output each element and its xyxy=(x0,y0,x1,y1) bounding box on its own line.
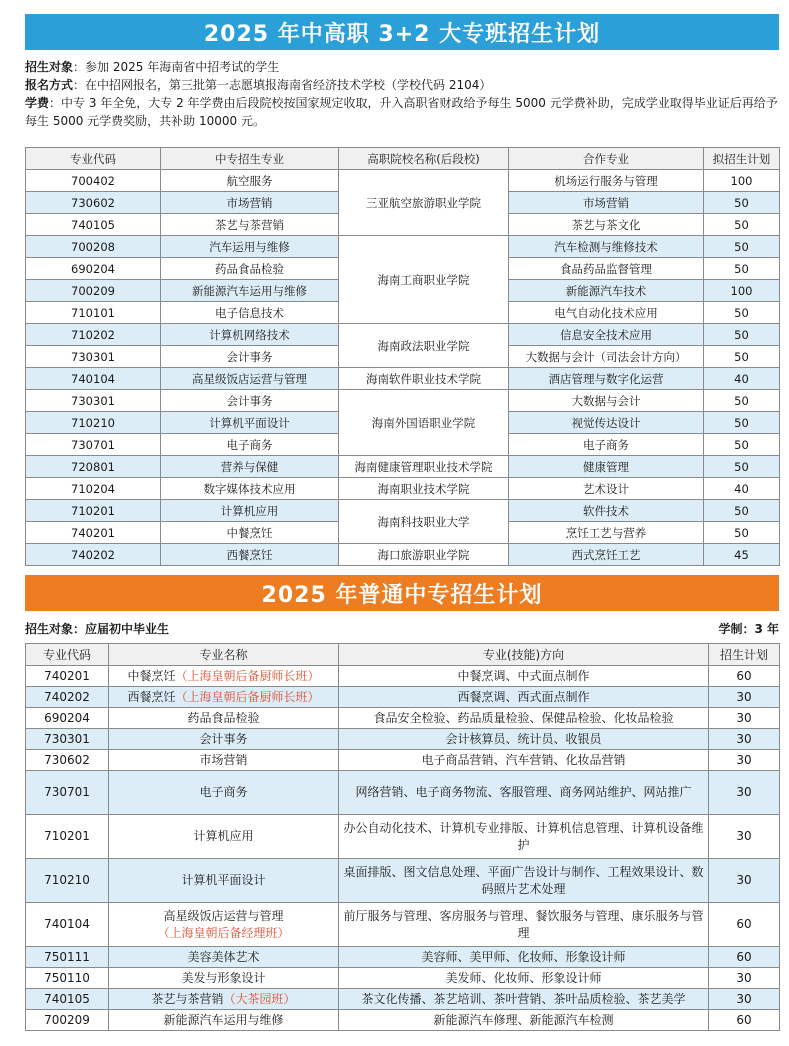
target-line: 招生对象：参加 2025 年海南省中招考试的学生 xyxy=(25,60,280,74)
table-row: 730701 电子商务 电子商务 50 xyxy=(26,434,780,456)
college-cell: 海南健康管理职业技术学院 xyxy=(339,456,509,478)
plan-cell: 30 xyxy=(709,771,780,815)
plan-cell: 30 xyxy=(709,859,780,903)
table-row: 700209 新能源汽车运用与维修 新能源汽车技术 100 xyxy=(26,280,780,302)
direction-cell: 网络营销、电子商务物流、客服管理、商务网站维护、网站推广 xyxy=(339,771,709,815)
table-row: 710204 数字媒体技术应用 海南职业技术学院 艺术设计 40 xyxy=(26,478,780,500)
college-cell: 海南工商职业学院 xyxy=(339,236,509,324)
direction-cell: 新能源汽车修理、新能源汽车检测 xyxy=(339,1010,709,1031)
table-row xyxy=(26,903,780,947)
name-cell: 美容美体艺术 xyxy=(109,947,339,968)
section1-title: 2025 年中高职 3+2 大专班招生计划 xyxy=(25,14,779,50)
table-row: 740201 中餐烹饪 烹饪工艺与营养 50 xyxy=(26,522,780,544)
plan-cell: 60 xyxy=(709,666,780,687)
direction-cell: 会计核算员、统计员、收银员 xyxy=(339,729,709,750)
name-cell: 西餐烹饪（上海皇朝后备厨师长班） xyxy=(109,687,339,708)
college-cell: 海南科技职业大学 xyxy=(339,500,509,544)
code-cell: 710201 xyxy=(26,815,109,859)
table-row xyxy=(26,947,780,968)
header-name: 专业名称 xyxy=(109,644,339,666)
name-cell: 计算机平面设计 xyxy=(109,859,339,903)
header-direction: 专业(技能)方向 xyxy=(339,644,709,666)
table-row: 710201 计算机应用 海南科技职业大学 软件技术 50 xyxy=(26,500,780,522)
college-cell: 海南职业技术学院 xyxy=(339,478,509,500)
name-cell: 计算机应用 xyxy=(109,815,339,859)
table-row xyxy=(26,968,780,989)
college-cell: 三亚航空旅游职业学院 xyxy=(339,170,509,236)
table-row: 730301 会计事务 海南外国语职业学院 大数据与会计 50 xyxy=(26,390,780,412)
direction-cell: 食品安全检验、药品质量检验、保健品检验、化妆品检验 xyxy=(339,708,709,729)
table-row xyxy=(26,1010,780,1031)
header-partner: 合作专业 xyxy=(509,148,704,170)
plan-cell: 30 xyxy=(709,750,780,771)
table-row: 740202 西餐烹饪 海口旅游职业学院 西式烹饪工艺 45 xyxy=(26,544,780,566)
section2-subheader xyxy=(25,620,779,637)
college-cell: 海南政法职业学院 xyxy=(339,324,509,368)
header-major: 中专招生专业 xyxy=(161,148,339,170)
name-cell: 市场营销 xyxy=(109,750,339,771)
direction-cell: 美发师、化妆师、形象设计师 xyxy=(339,968,709,989)
name-cell: 茶艺与茶营销（大茶园班） xyxy=(109,989,339,1010)
table-row xyxy=(26,666,780,687)
direction-cell: 电子商品营销、汽车营销、化妆品营销 xyxy=(339,750,709,771)
section1-table xyxy=(25,147,780,566)
header-college: 高职院校名称(后段校) xyxy=(339,148,509,170)
plan-cell: 30 xyxy=(709,989,780,1010)
table-row: 730301 会计事务 大数据与会计（司法会计方向） 50 xyxy=(26,346,780,368)
header-code: 专业代码 xyxy=(26,644,109,666)
section1-info xyxy=(25,58,779,130)
code-cell: 690204 xyxy=(26,708,109,729)
name-cell: 新能源汽车运用与维修 xyxy=(109,1010,339,1031)
table-row: 690204 药品食品检验 食品药品监督管理 50 xyxy=(26,258,780,280)
table-row: 700402 航空服务 三亚航空旅游职业学院 机场运行服务与管理 100 xyxy=(26,170,780,192)
header-plan: 招生计划 xyxy=(709,644,780,666)
table-header-row xyxy=(26,148,780,170)
direction-cell: 办公自动化技术、计算机专业排版、计算机信息管理、计算机设备维护 xyxy=(339,815,709,859)
plan-cell: 60 xyxy=(709,1010,780,1031)
table-row xyxy=(26,708,780,729)
code-cell: 750110 xyxy=(26,968,109,989)
table-row: 710202 计算机网络技术 海南政法职业学院 信息安全技术应用 50 xyxy=(26,324,780,346)
plan-cell: 30 xyxy=(709,968,780,989)
direction-cell: 桌面排版、图文信息处理、平面广告设计与制作、工程效果设计、数码照片艺术处理 xyxy=(339,859,709,903)
table-row xyxy=(26,750,780,771)
table-header-row xyxy=(26,644,780,666)
class-note: （上海皇朝后备经理班） xyxy=(157,925,290,940)
plan-cell: 30 xyxy=(709,708,780,729)
table-row: 710101 电子信息技术 电气自动化技术应用 50 xyxy=(26,302,780,324)
direction-cell: 西餐烹调、西式面点制作 xyxy=(339,687,709,708)
code-cell: 730301 xyxy=(26,729,109,750)
code-cell: 740201 xyxy=(26,666,109,687)
code-cell: 730701 xyxy=(26,771,109,815)
name-cell: 会计事务 xyxy=(109,729,339,750)
college-cell: 海口旅游职业学院 xyxy=(339,544,509,566)
table-row: 740105 茶艺与茶营销 茶艺与茶文化 50 xyxy=(26,214,780,236)
code-cell: 740104 xyxy=(26,903,109,947)
name-cell: 中餐烹饪（上海皇朝后备厨师长班） xyxy=(109,666,339,687)
table-row xyxy=(26,859,780,903)
direction-cell: 中餐烹调、中式面点制作 xyxy=(339,666,709,687)
table-row xyxy=(26,815,780,859)
section2-duration: 学制：3 年 xyxy=(718,622,779,636)
college-cell: 海南软件职业技术学院 xyxy=(339,368,509,390)
table-row: 730602 市场营销 市场营销 50 xyxy=(26,192,780,214)
code-cell: 730602 xyxy=(26,750,109,771)
table-row xyxy=(26,687,780,708)
section2-target: 招生对象：应届初中毕业生 xyxy=(25,622,170,636)
class-note: （上海皇朝后备厨师长班） xyxy=(175,689,320,704)
name-cell: 电子商务 xyxy=(109,771,339,815)
fee-line: 学费：中专 3 年全免，大专 2 年学费由后段院校按国家规定收取，升入高职省财政给予每生 5000 元学费补助，完成学业取得毕业证后再给予每生 5000 元学费奖励，共补助 10000 元。 xyxy=(25,96,778,128)
table-row: 740104 高星级饭店运营与管理 海南软件职业技术学院 酒店管理与数字化运营 40 xyxy=(26,368,780,390)
plan-cell: 30 xyxy=(709,687,780,708)
table-row: 720801 营养与保健 海南健康管理职业技术学院 健康管理 50 xyxy=(26,456,780,478)
section2-table xyxy=(25,643,780,1031)
class-note: （大茶园班） xyxy=(223,991,296,1006)
plan-cell: 30 xyxy=(709,729,780,750)
code-cell: 740202 xyxy=(26,687,109,708)
name-cell: 高星级饭店运营与管理 （上海皇朝后备经理班） xyxy=(109,903,339,947)
header-plan: 拟招生计划 xyxy=(704,148,780,170)
table-row: 700208 汽车运用与维修 海南工商职业学院 汽车检测与维修技术 50 xyxy=(26,236,780,258)
table-row xyxy=(26,771,780,815)
plan-cell: 30 xyxy=(709,815,780,859)
code-cell: 750111 xyxy=(26,947,109,968)
method-line: 报名方式：在中招网报名，第三批第一志愿填报海南省经济技术学校（学校代码 2104） xyxy=(25,78,492,92)
class-note: （上海皇朝后备厨师长班） xyxy=(175,668,320,683)
direction-cell: 茶文化传播、茶艺培训、茶叶营销、茶叶品质检验、茶艺美学 xyxy=(339,989,709,1010)
name-cell: 药品食品检验 xyxy=(109,708,339,729)
code-cell: 740105 xyxy=(26,989,109,1010)
section2-title: 2025 年普通中专招生计划 xyxy=(25,575,779,611)
table-row xyxy=(26,989,780,1010)
header-code: 专业代码 xyxy=(26,148,161,170)
table-row: 710210 计算机平面设计 视觉传达设计 50 xyxy=(26,412,780,434)
name-cell: 美发与形象设计 xyxy=(109,968,339,989)
code-cell: 710210 xyxy=(26,859,109,903)
plan-cell: 60 xyxy=(709,947,780,968)
direction-cell: 前厅服务与管理、客房服务与管理、餐饮服务与管理、康乐服务与管理 xyxy=(339,903,709,947)
table-row xyxy=(26,729,780,750)
direction-cell: 美容师、美甲师、化妆师、形象设计师 xyxy=(339,947,709,968)
plan-cell: 60 xyxy=(709,903,780,947)
code-cell: 700209 xyxy=(26,1010,109,1031)
college-cell: 海南外国语职业学院 xyxy=(339,390,509,456)
